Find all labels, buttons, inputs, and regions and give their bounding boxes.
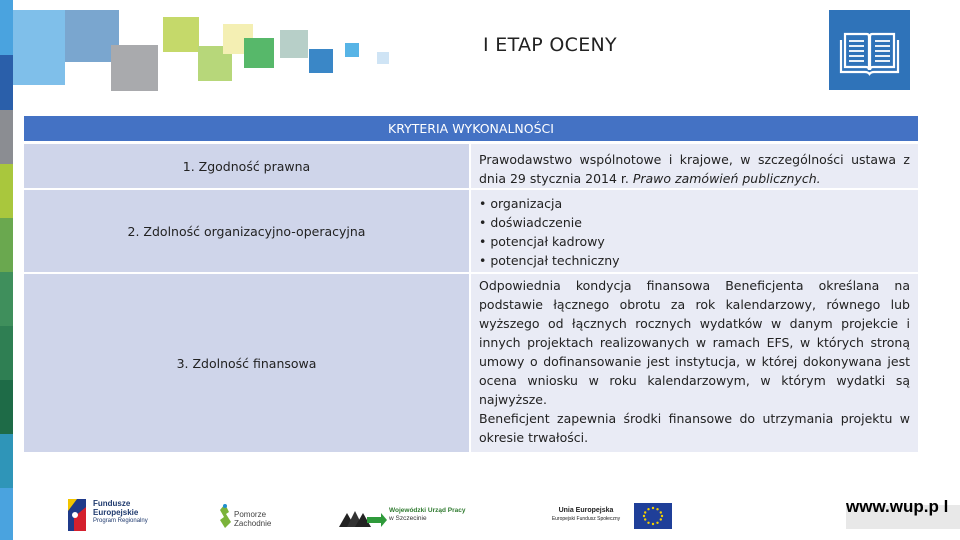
logo-text: Zachodnie — [234, 519, 272, 528]
logo-text: w Szczecinie — [389, 515, 427, 522]
table-row — [24, 274, 918, 452]
left-color-strip — [0, 0, 13, 540]
footer-logos — [0, 488, 960, 540]
criterion-cell: 3. Zdolność finansowa — [24, 274, 469, 452]
logo-text: Wojewódzki Urząd Pracy — [389, 507, 466, 514]
description-cell — [471, 144, 918, 188]
table-row — [24, 190, 918, 272]
page-title: I ETAP OCENY — [483, 34, 617, 56]
logo-text: Program Regionalny — [93, 518, 148, 524]
description-cell — [471, 274, 918, 452]
list-item: • doświadczenie — [479, 215, 582, 230]
description-paragraph: Odpowiednia kondycja finansowa Beneficjenta określana na podstawie łącznego obrotu za rok kalendarzowy, równego lub wyższego od łącznych rocznych wydatków w danym projekcie i innych projektach realizowanych w ramach EFS, w których stroną umowy o dofinansowanie jest instytucja, w której dokonywana jest ocena wniosku w roku kalendarzowym, w którym wydatki są najwyższe. — [479, 278, 910, 407]
criterion-cell: 1. Zgodność prawna — [24, 144, 469, 188]
wup-logo — [337, 501, 487, 531]
list-item: • potencjał techniczny — [479, 253, 620, 268]
unia-europejska-logo — [540, 500, 674, 532]
description-cell — [471, 190, 918, 272]
logo-text: Fundusze — [93, 499, 131, 508]
table-row — [24, 144, 918, 188]
description-text: Prawodawstwo wspólnotowe i krajowe, w szczególności ustawa z dnia 29 stycznia 2014 r. — [479, 152, 910, 186]
open-book-icon — [829, 10, 910, 90]
criterion-cell: 2. Zdolność organizacyjno-operacyjna — [24, 190, 469, 272]
list-item: • potencjał kadrowy — [479, 234, 605, 249]
table-header: KRYTERIA WYKONALNOŚCI — [24, 116, 918, 141]
list-item: • organizacja — [479, 196, 563, 211]
fundusze-europejskie-logo — [66, 497, 162, 533]
description-paragraph: Beneficjent zapewnia środki finansowe do utrzymania projektu w okresie trwałości. — [479, 411, 910, 445]
logo-text: Europejski Fundusz Społeczny — [551, 516, 621, 522]
description-law-title: Prawo zamówień publicznych. — [632, 171, 821, 186]
logo-text: Pomorze — [234, 510, 267, 519]
website-url[interactable]: www.wup.p l — [846, 497, 949, 516]
logo-text: Unia Europejska — [558, 507, 614, 514]
pomorze-zachodnie-logo — [216, 502, 280, 534]
logo-text: Europejskie — [93, 508, 139, 517]
eu-flag-icon — [634, 503, 672, 529]
